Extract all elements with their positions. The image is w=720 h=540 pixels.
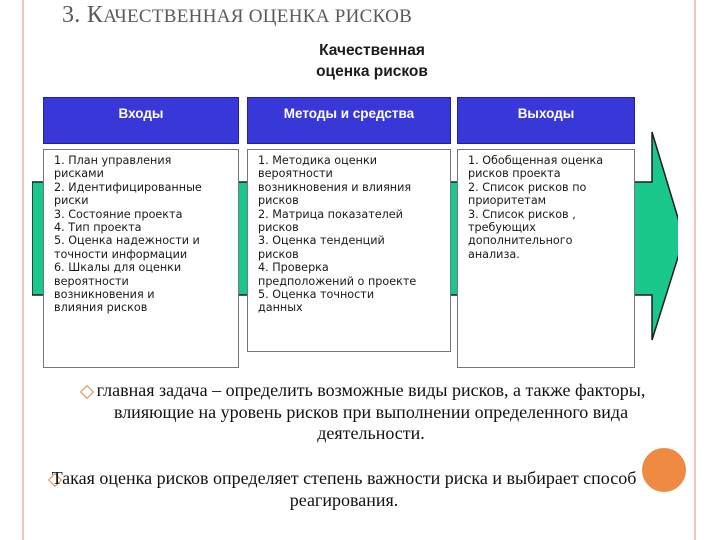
right-frame-line [694,0,696,540]
list-item: 4. Проверка [258,261,329,275]
outputs-list [457,149,635,368]
decorative-orange-circle-icon [642,448,686,492]
inputs-header: Входы [43,97,239,144]
list-item: возникновения и [54,288,155,302]
list-item: требующих [468,221,536,235]
list-item: возникновения и влияния [258,180,412,194]
slide-title-first: 3. К [62,2,104,28]
list-item: 2. Идентифицированные [54,180,202,194]
list-item: 5. Оценка надежности и [54,234,200,248]
left-frame-line [22,0,24,540]
bullet-main-task: главная задача – определить возможные виды рисков, а также факторы, влияющие на уровень рисков при выполнении определенного вида деятельности. [96,380,646,443]
list-item: анализа. [468,247,520,261]
list-item: 3. Список рисков , [468,207,576,221]
list-item: 5. Оценка точности [258,288,375,302]
slide-title [62,2,412,29]
list-item: 2. Список рисков по [468,180,587,194]
risk-diagram [32,40,678,378]
list-item: 2. Матрица показателей [258,207,403,221]
diagram-title-line1: Качественная [319,42,425,59]
list-item: точности информации [54,247,188,261]
list-item: приоритетам [468,194,547,208]
methods-list [247,149,451,352]
list-item: 3. Состояние проекта [54,207,183,221]
list-item: рисками [54,167,104,181]
inputs-list [43,149,239,368]
list-item: 4. Тип проекта [54,221,142,235]
list-item: 1. Методика оценки [258,154,377,167]
list-item: дополнительного [468,234,573,248]
list-item: рисков [258,194,299,208]
list-item: 1. Обобщенная оценка [468,154,604,167]
diagram-title-line2: оценка рисков [316,63,428,80]
slide-title-rest: АЧЕСТВЕННАЯ ОЦЕНКА РИСКОВ [103,6,413,27]
methods-header: Методы и средства [247,97,451,144]
list-item: 1. План управления [54,154,172,167]
bullet-assessment: Такая оценка рисков определяет степень важности риска и выбирает способ реагирования. [51,468,637,510]
list-item: вероятности [54,274,129,288]
list-item: предположений о проекте [258,274,417,288]
list-item: 3. Оценка тенденций [258,234,385,248]
list-item: риски [54,194,89,208]
list-item: вероятности [258,167,333,181]
list-item: рисков [258,247,299,261]
list-item: рисков проекта [468,167,561,181]
list-item: 6. Шкалы для оценки [54,261,182,275]
list-item: данных [258,301,303,315]
list-item: рисков [258,221,299,235]
diagram-title [272,40,472,82]
outputs-header: Выходы [457,97,635,144]
list-item: влияния рисков [54,301,148,315]
